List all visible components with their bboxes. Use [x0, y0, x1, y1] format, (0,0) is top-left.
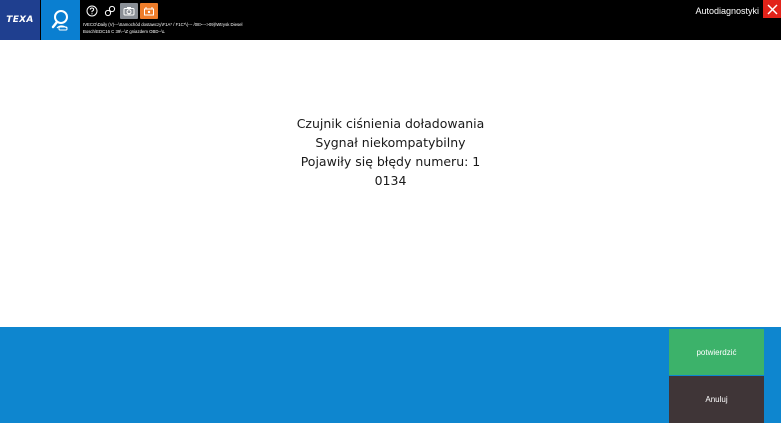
app-title: Autodiagnostyki [695, 6, 759, 16]
confirm-button[interactable]: potwierdzić [669, 329, 764, 375]
cancel-button[interactable]: Anuluj [669, 376, 764, 423]
vehicle-search-button[interactable] [41, 0, 80, 40]
error-message [0, 114, 781, 190]
camera-icon [123, 6, 135, 16]
settings-button[interactable] [140, 3, 158, 19]
message-status: Sygnał niekompatybilny [315, 135, 466, 150]
vehicle-path-line1: IVECO\Daily (V)---\Samochód dostawczy\F1A* / F1C*\(--- /08>--->09)\Wtrysk Diesel [83, 22, 243, 27]
camera-button[interactable] [120, 3, 138, 19]
close-button[interactable] [763, 0, 781, 18]
message-component: Czujnik ciśnienia doładowania [296, 116, 485, 131]
message-error-code: 0134 [374, 173, 407, 188]
close-icon [767, 4, 778, 15]
message-error-count: Pojawiły się błędy numeru: 1 [300, 154, 481, 169]
vehicle-path-line2: Bosch\EDC16 C 39\--\Z gniazdem OBD--\L [83, 28, 165, 34]
help-button[interactable] [83, 3, 101, 19]
action-bar [0, 327, 781, 423]
settings-icon [143, 6, 155, 16]
brand-name: TEXA [6, 15, 34, 25]
search-vehicle-icon [48, 7, 74, 33]
vehicle-breadcrumb [83, 22, 283, 35]
message-panel [0, 40, 781, 327]
top-bar [0, 0, 781, 40]
help-icon [86, 5, 98, 17]
link-button[interactable] [101, 3, 119, 19]
texa-logo [0, 0, 40, 40]
link-icon [104, 5, 116, 17]
